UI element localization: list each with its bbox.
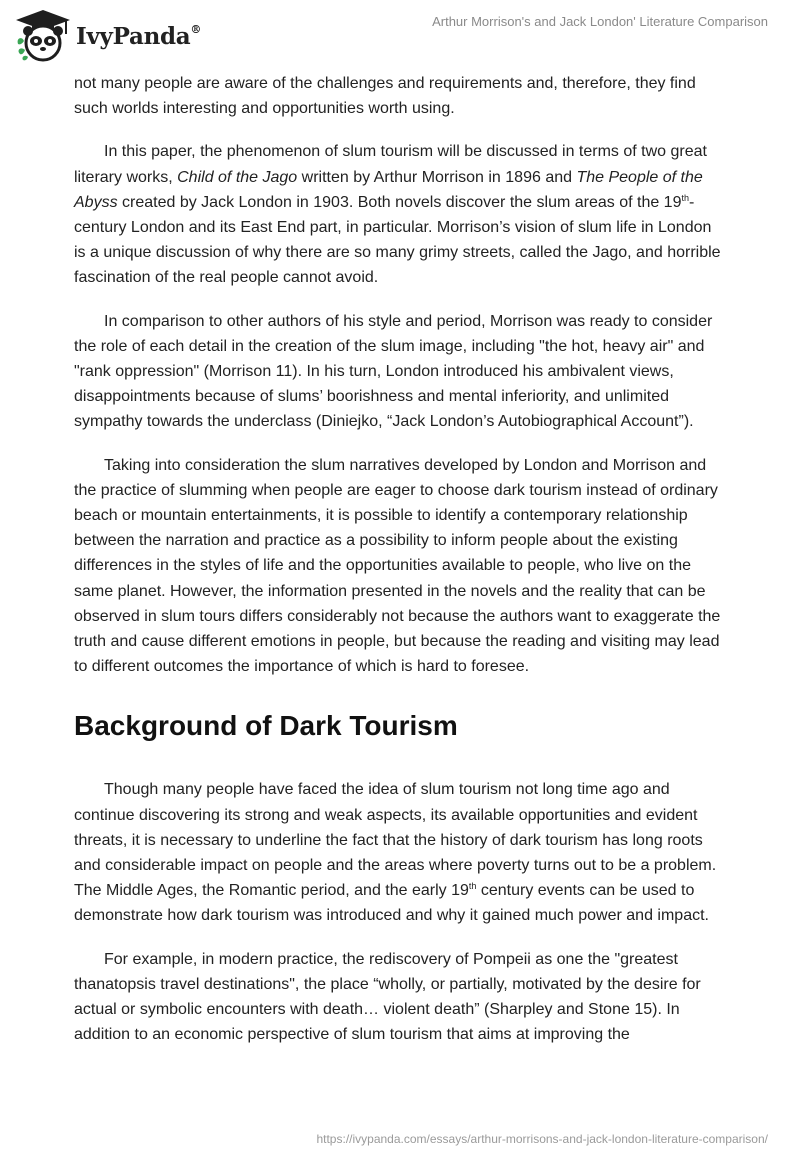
paragraph-1: not many people are aware of the challenges and requirements and, therefore, they find such worlds interesting and opportunities worth using. <box>74 75 696 118</box>
paragraph-4: Taking into consideration the slum narratives developed by London and Morrison and the practice of slumming when people are eager to choose dark tourism instead of ordinary beach or mountain entertainments, it is possible to identify a contemporary relationship between the narration and practice as a possibility to inform people about the existing differences in the styles of life and the opportunities available to people, who live on the same planet. However, the information presented in the novels and the reality that can be observed in slum tours differs considerably not because the authors want to exaggerate the truth and cause different emotions in people, but because the reading and visiting may lead to different outcomes the importance of which is hard to foresee. <box>74 456 721 676</box>
paragraph-6: For example, in modern practice, the rediscovery of Pompeii as one the "greatest thanatopsis travel destinations", the place “wholly, or partially, motivated by the desire for actual or symbolic encounters with death… violent death” (Sharpley and Stone 15). In addition to an economic perspective of slum tourism that aims at improving the <box>74 950 701 1044</box>
book-title-abyss: The People of the Abyss <box>74 168 703 211</box>
logo-text: IvyPanda® <box>76 22 202 50</box>
source-url[interactable]: https://ivypanda.com/essays/arthur-morrisons-and-jack-london-literature-comparison/ <box>316 1132 768 1146</box>
panda-graduate-icon <box>14 8 72 64</box>
ivypanda-logo[interactable] <box>14 8 201 64</box>
section-heading: Background of Dark Tourism <box>74 710 458 742</box>
book-title-jago: Child of the Jago <box>177 168 298 186</box>
page-header <box>0 0 800 70</box>
paragraph-5: Though many people have faced the idea of slum tourism not long time ago and continue discovering its strong and weak aspects, its available opportunities and evident threats, it is necessary to underline the fact that the history of dark tourism has long roots and considerable impact on people and the areas where poverty turns out to be a problem. The Middle Ages, the Romantic period, and the early 19th century events can be used to demonstrate how dark tourism was introduced and why it gained much power and impact. <box>74 781 717 925</box>
paragraph-3: In comparison to other authors of his style and period, Morrison was ready to consider the role of each detail in the creation of the slum image, including "the hot, heavy air" and "rank oppression" (Morrison 11). In his turn, London introduced his ambivalent views, disappointments because of slums’ boorishness and mental inferiority, and unlimited sympathy towards the underclass (Diniejko, “Jack London’s Autobiographical Account”). <box>74 312 713 431</box>
paragraph-2: In this paper, the phenomenon of slum tourism will be discussed in terms of two great literary works, Child of the Jago written by Arthur Morrison in 1896 and The People of the Abyss created by Jack London in 1903. Both novels discover the slum areas of the 19th-century London and its East End part, in particular. Morrison’s vision of slum life in London is a unique discussion of why there are so many grimy streets, called the Jago, and horrible fascination of the real people cannot avoid. <box>74 143 721 287</box>
essay-body <box>74 71 726 1048</box>
document-title: Arthur Morrison's and Jack London' Literature Comparison <box>432 14 768 29</box>
registered-mark: ® <box>190 22 202 36</box>
